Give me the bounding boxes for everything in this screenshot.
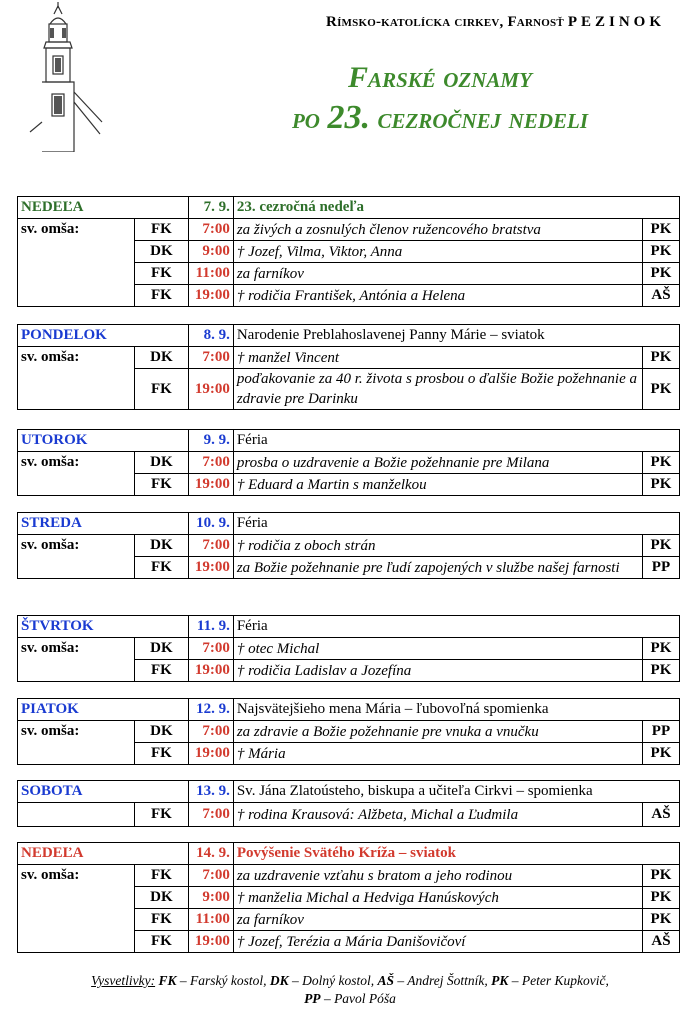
day-name: NEDEĽA — [18, 843, 189, 865]
mass-time: 7:00 — [188, 803, 233, 827]
mass-intention: za živých a zosnulých členov ružencového bratstva — [233, 219, 642, 241]
church-code: FK — [135, 803, 188, 827]
legend-label: Vysvetlivky: — [91, 973, 156, 988]
mass-row — [18, 452, 680, 474]
mass-label: sv. omša: — [18, 638, 135, 682]
day-header-row — [18, 616, 680, 638]
priest-code: PK — [642, 369, 679, 410]
priest-code: PK — [642, 743, 679, 765]
mass-row — [18, 347, 680, 369]
title-prefix: po — [291, 102, 328, 135]
mass-row — [18, 219, 680, 241]
church-code: DK — [135, 638, 188, 660]
day-description: 23. cezročná nedeľa — [233, 197, 679, 219]
mass-intention: † Mária — [233, 743, 642, 765]
church-code: FK — [135, 909, 188, 931]
mass-label: sv. omša: — [18, 347, 135, 410]
day-description: Sv. Jána Zlatoústeho, biskupa a učiteľa Cirkvi – spomienka — [233, 781, 679, 803]
day-date: 8. 9. — [188, 325, 233, 347]
church-code: FK — [135, 660, 188, 682]
priest-code: PK — [642, 887, 679, 909]
church-name: Rímsko-katolícka cirkev, Farnosť — [326, 14, 564, 30]
day-description: Najsvätejšieho mena Mária – ľubovoľná spomienka — [233, 699, 679, 721]
mass-intention: poďakovanie za 40 r. života s prosbou o ďalšie Božie požehnanie a zdravie pre Darinku — [233, 369, 642, 410]
church-code: FK — [135, 263, 188, 285]
day-header-row — [18, 843, 680, 865]
legend-text-pp: – Pavol Póša — [320, 991, 396, 1006]
legend-abbr-pp: PP — [304, 991, 321, 1006]
priest-code: PK — [642, 535, 679, 557]
day-table — [17, 698, 680, 765]
day-table — [17, 196, 680, 307]
mass-row — [18, 865, 680, 887]
legend-abbr-dk: DK — [269, 973, 289, 988]
day-date: 7. 9. — [188, 197, 233, 219]
legend — [0, 972, 700, 1008]
title-line-1: Farské oznamy — [348, 61, 532, 94]
church-code: DK — [135, 241, 188, 263]
day-name: PONDELOK — [18, 325, 189, 347]
mass-intention: † manžel Vincent — [233, 347, 642, 369]
mass-time: 11:00 — [188, 909, 233, 931]
mass-label: sv. omša: — [18, 535, 135, 579]
legend-text-as: – Andrej Šottník, — [394, 973, 492, 988]
church-code: FK — [135, 743, 188, 765]
day-table — [17, 780, 680, 827]
priest-code: PK — [642, 347, 679, 369]
mass-time: 9:00 — [188, 887, 233, 909]
day-date: 14. 9. — [188, 843, 233, 865]
mass-intention: † rodina Krausová: Alžbeta, Michal a Ľudmila — [233, 803, 642, 827]
church-code: DK — [135, 721, 188, 743]
priest-code: PK — [642, 909, 679, 931]
mass-intention: prosba o uzdravenie a Božie požehnanie pre Milana — [233, 452, 642, 474]
legend-text-fk: – Farský kostol, — [176, 973, 270, 988]
mass-time: 19:00 — [188, 369, 233, 410]
day-header-row — [18, 325, 680, 347]
mass-row — [18, 535, 680, 557]
day-description: Féria — [233, 616, 679, 638]
day-header-row — [18, 699, 680, 721]
mass-label — [18, 803, 135, 827]
page-title — [160, 58, 700, 139]
priest-code: AŠ — [642, 285, 679, 307]
priest-code: PK — [642, 865, 679, 887]
church-code: FK — [135, 474, 188, 496]
legend-text-pk: – Peter Kupkovič, — [508, 973, 609, 988]
day-header-row — [18, 430, 680, 452]
mass-row — [18, 803, 680, 827]
day-name: PIATOK — [18, 699, 189, 721]
priest-code: PK — [642, 452, 679, 474]
mass-time: 19:00 — [188, 660, 233, 682]
mass-time: 19:00 — [188, 743, 233, 765]
church-code: FK — [135, 931, 188, 953]
priest-code: AŠ — [642, 931, 679, 953]
priest-code: PK — [642, 660, 679, 682]
mass-time: 7:00 — [188, 865, 233, 887]
mass-intention: † rodičia z oboch strán — [233, 535, 642, 557]
mass-intention: † Eduard a Martin s manželkou — [233, 474, 642, 496]
mass-intention: † rodičia František, Antónia a Helena — [233, 285, 642, 307]
mass-time: 9:00 — [188, 241, 233, 263]
mass-intention: † manželia Michal a Hedviga Hanúskových — [233, 887, 642, 909]
legend-abbr-fk: FK — [158, 973, 177, 988]
church-code: FK — [135, 557, 188, 579]
mass-time: 19:00 — [188, 557, 233, 579]
day-table — [17, 324, 680, 410]
day-date: 13. 9. — [188, 781, 233, 803]
mass-intention: † otec Michal — [233, 638, 642, 660]
mass-intention: za uzdravenie vzťahu s bratom a jeho rodinou — [233, 865, 642, 887]
mass-intention: † Jozef, Vilma, Viktor, Anna — [233, 241, 642, 263]
day-name: UTOROK — [18, 430, 189, 452]
priest-code: PP — [642, 557, 679, 579]
mass-row — [18, 721, 680, 743]
church-code: DK — [135, 452, 188, 474]
priest-code: PK — [642, 219, 679, 241]
mass-row — [18, 638, 680, 660]
mass-intention: za zdravie a Božie požehnanie pre vnuka a vnučku — [233, 721, 642, 743]
church-code: FK — [135, 219, 188, 241]
mass-label: sv. omša: — [18, 452, 135, 496]
day-table — [17, 429, 680, 496]
priest-code: PK — [642, 241, 679, 263]
church-code: FK — [135, 865, 188, 887]
day-date: 12. 9. — [188, 699, 233, 721]
day-description: Féria — [233, 430, 679, 452]
day-date: 11. 9. — [188, 616, 233, 638]
mass-intention: za Božie požehnanie pre ľudí zapojených v službe našej farnosti — [233, 557, 642, 579]
church-code: FK — [135, 285, 188, 307]
priest-code: PP — [642, 721, 679, 743]
title-line-2 — [160, 98, 700, 139]
church-tower-logo — [22, 2, 108, 152]
day-table — [17, 842, 680, 953]
mass-label: sv. omša: — [18, 721, 135, 765]
day-description: Féria — [233, 513, 679, 535]
title-suffix: cezročnej nedeli — [369, 102, 589, 135]
mass-label: sv. omša: — [18, 865, 135, 953]
day-name: NEDEĽA — [18, 197, 189, 219]
mass-time: 7:00 — [188, 347, 233, 369]
legend-text-dk: – Dolný kostol, — [288, 973, 378, 988]
church-code: DK — [135, 347, 188, 369]
priest-code: AŠ — [642, 803, 679, 827]
priest-code: PK — [642, 474, 679, 496]
mass-intention: za farníkov — [233, 263, 642, 285]
mass-time: 11:00 — [188, 263, 233, 285]
mass-time: 7:00 — [188, 219, 233, 241]
day-name: STREDA — [18, 513, 189, 535]
mass-intention: † Jozef, Terézia a Mária Danišovičoví — [233, 931, 642, 953]
day-name: SOBOTA — [18, 781, 189, 803]
church-heading — [245, 14, 665, 31]
mass-label: sv. omša: — [18, 219, 135, 307]
day-header-row — [18, 513, 680, 535]
day-date: 9. 9. — [188, 430, 233, 452]
church-code: DK — [135, 887, 188, 909]
day-table — [17, 615, 680, 682]
mass-intention: † rodičia Ladislav a Jozefína — [233, 660, 642, 682]
day-date: 10. 9. — [188, 513, 233, 535]
mass-time: 19:00 — [188, 931, 233, 953]
day-description: Povýšenie Svätého Kríža – sviatok — [233, 843, 679, 865]
day-header-row — [18, 781, 680, 803]
church-code: FK — [135, 369, 188, 410]
title-number: 23. — [327, 99, 370, 136]
mass-time: 7:00 — [188, 535, 233, 557]
mass-time: 19:00 — [188, 285, 233, 307]
day-header-row — [18, 197, 680, 219]
mass-time: 7:00 — [188, 721, 233, 743]
mass-intention: za farníkov — [233, 909, 642, 931]
priest-code: PK — [642, 638, 679, 660]
legend-abbr-as: AŠ — [377, 973, 395, 988]
legend-abbr-pk: PK — [491, 973, 509, 988]
mass-time: 7:00 — [188, 452, 233, 474]
mass-time: 19:00 — [188, 474, 233, 496]
priest-code: PK — [642, 263, 679, 285]
parish-name: PEZINOK — [567, 14, 665, 30]
mass-time: 7:00 — [188, 638, 233, 660]
day-name: ŠTVRTOK — [18, 616, 189, 638]
church-code: DK — [135, 535, 188, 557]
day-description: Narodenie Preblahoslavenej Panny Márie – sviatok — [233, 325, 679, 347]
day-table — [17, 512, 680, 579]
